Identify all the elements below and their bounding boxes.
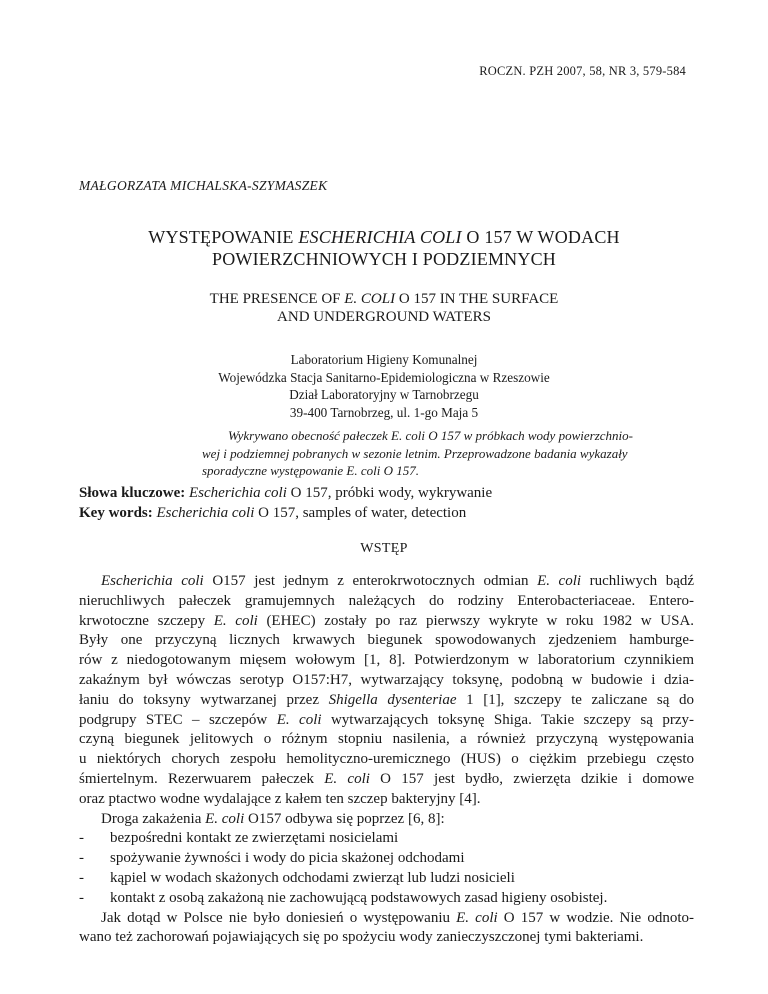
paragraph-line: wano też zachorowań pojawiających się po spożyciu wody zanieczyszczonej tymi bakteriami.: [79, 929, 644, 946]
paragraph-line: Jak dotąd w Polsce nie było doniesień o występowaniu E. coli O 157 w wodzie. Nie odnoto-: [101, 909, 695, 926]
list-bullet: -: [79, 850, 84, 867]
paragraph-line: śmiertelnym. Rezerwuarem pałeczek E. coli O 157 jest bydło, zwierzęta dzikie i domowe: [79, 770, 694, 787]
paragraph-line: krwotoczne szczepy E. coli (EHEC) zostały po raz pierwszy wykryte w roku 1982 w USA.: [79, 612, 695, 629]
title-english-line-1: THE PRESENCE OF E. COLI O 157 IN THE SURFACE: [209, 291, 559, 307]
title-polish: [0, 226, 768, 270]
abstract: [202, 427, 694, 480]
list-item: - kąpiel w wodach skażonych odchodami zwierząt lub ludzi nosicieli: [79, 869, 694, 889]
title-english-line-2: AND UNDERGROUND WATERS: [277, 309, 491, 325]
author-name: MAŁGORZATA MICHALSKA-SZYMASZEK: [79, 178, 328, 193]
paragraph-line: u niektórych chorych zespołu hemolityczno-uremicznego (HUS) o ciężkim przebiegu często: [79, 751, 694, 768]
list-item: - bezpośredni kontakt ze zwierzętami nosicielami: [79, 829, 694, 849]
paragraph-line: podgrupy STEC – szczepów E. coli wytwarzających toksynę Shiga. Takie szczepy są przy-: [79, 711, 694, 728]
paragraph-line: Droga zakażenia E. coli O157 odbywa się poprzez [6, 8]:: [101, 810, 445, 827]
section-heading: WSTĘP: [360, 541, 408, 556]
body-text: [79, 572, 694, 948]
keywords-english: Key words: Escherichia coli O 157, samples of water, detection: [79, 504, 467, 521]
list-item: - spożywanie żywności i wody do picia skażonej odchodami: [79, 849, 694, 869]
affiliation: [0, 351, 768, 421]
paragraph-line: zakaźnym był wówczas serotyp O157:H7, wytwarzający toksynę, podobną w budowie i dzia-: [79, 671, 694, 688]
keywords: [79, 484, 694, 523]
abstract-line: wej i podziemnej pobranych w sezonie letnim. Przeprowadzone badania wykazały: [202, 445, 628, 461]
paragraph-line: czyną biegunek jelitowych o różnym stopniu nasilenia, a również przyczyną występowania: [79, 731, 694, 748]
list-item: - kontakt z osobą zakażoną nie zachowującą podstawowych zasad higieny osobistej.: [79, 889, 694, 909]
affiliation-line: Wojewódzka Stacja Sanitarno-Epidemiologiczna w Rzeszowie: [218, 369, 550, 385]
keywords-polish: Słowa kluczowe: Escherichia coli O 157, próbki wody, wykrywanie: [79, 485, 493, 501]
paragraph-line: rów z niedogotowanym mięsem wołowym [1, 8]. Potwierdzonym w laboratorium czynnikiem: [79, 652, 694, 669]
paragraph-line: oraz ptactwo wodne wydalające z kałem ten szczep bakteryjny [4].: [79, 790, 481, 807]
title-english: [0, 290, 768, 326]
title-polish-line-1: WYSTĘPOWANIE ESCHERICHIA COLI O 157 W WODACH: [148, 227, 620, 247]
list-bullet: -: [79, 889, 84, 906]
affiliation-line: Dział Laboratoryjny w Tarnobrzegu: [289, 387, 479, 402]
title-polish-line-2: POWIERZCHNIOWYCH I PODZIEMNYCH: [212, 249, 556, 269]
affiliation-line: 39-400 Tarnobrzeg, ul. 1-go Maja 5: [289, 404, 479, 420]
abstract-line: sporadyczne występowanie E. coli O 157.: [202, 463, 419, 478]
list-bullet: -: [79, 830, 84, 847]
journal-citation: ROCZN. PZH 2007, 58, NR 3, 579-584: [479, 64, 686, 78]
paragraph-line: Były one przyczyną licznych krwawych biegunek spowodowanych zjedzeniem hamburge-: [79, 632, 694, 649]
paragraph-line: łaniu do toksyny wytwarzanej przez Shigella dysenteriae 1 [1], szczepy te zaliczane są do: [79, 691, 694, 708]
affiliation-line: Laboratorium Higieny Komunalnej: [290, 352, 478, 367]
paragraph-line: Escherichia coli O157 jest jednym z enterokrwotocznych odmian E. coli ruchliwych bądź: [101, 573, 695, 589]
paragraph-line: nieruchliwych pałeczek gramujemnych należących do rodziny Enterobacteriaceae. Entero-: [79, 592, 694, 609]
abstract-line: Wykrywano obecność pałeczek E. coli O 157 w próbkach wody powierzchnio-: [228, 428, 633, 443]
list-bullet: -: [79, 869, 84, 886]
